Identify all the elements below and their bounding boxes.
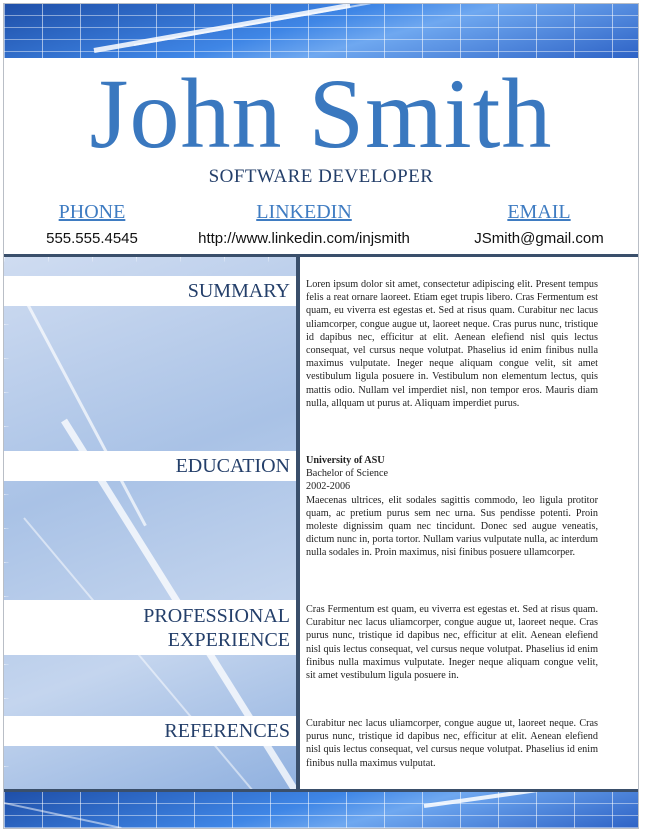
contact-phone bbox=[32, 201, 152, 247]
education-block bbox=[306, 454, 598, 560]
references-heading: REFERENCES bbox=[4, 716, 296, 746]
degree: Bachelor of Science bbox=[306, 468, 389, 480]
contact-linkedin bbox=[184, 201, 424, 247]
phone-label: PHONE bbox=[58, 201, 126, 223]
linkedin-value: http://www.linkedin.com/injsmith bbox=[198, 230, 410, 247]
summary-text: Loren ipsum dolor sit amet, consectetur adipiscing elit. Present tempus felis a reat ornare laoreet. Etiam eget trupis libero. Cras Fermentum est quam, eu viverra est egestas et. Sed at risus quam. Curabitur nec lacus uliamcorper, congue augue ut, laoreet neque. Cras purus nunc, tristique id dapibus nec, efficitur at elit. Aenean elefiend nisl quis lectus consequat, vel cursus neque volutpat. Phaselius id enim finibus nulla maximus vulputate. Ineger neque aliquam congue velit, sit amet vestibulum ligula posuere in. Vestibulum non elementum lectus, quis mattis odio. Nullam vel imperdiet nisl, non tempor eros. Mauris diam nulla, allquam ut purus at. Aliquam imperdiet purus. bbox=[306, 279, 598, 409]
bottom-banner-image bbox=[4, 789, 638, 828]
job-title: SOFTWARE DEVELOPER bbox=[208, 166, 434, 187]
education-description: Maecenas ultrices, elit sodales sagittis commodo, leo ligula protitor quam, ac pretium purus sem nec urna. Sus pendisse potenti. Proin moleste dignissim quam nec tincidunt. Donec sed augue veneatis, dictum nunc in, porta tortor. Nullam varius vulputate nulla, ac interdum nulla sodales in. Proin maximus, nisi finibus posuere ullamcorper. bbox=[306, 494, 598, 559]
email-value: JSmith@gmail.com bbox=[474, 230, 604, 247]
education-heading: EDUCATION bbox=[4, 451, 296, 481]
resume-page bbox=[3, 3, 639, 829]
experience-text: Cras Fermentum est quam, eu viverra est egestas et. Sed at risus quam. Curabitur nec lacus uliamcorper, congue augue ut, laoreet neque. Cras purus nunc, tristique id dapibus nec, efficitur at elit. Aenean elefiend nisl quis lectus consequat, vel cursus neque volutpat. Phaselius id enim finibus nulla maximus vulputate. Ineger neque aliquam congue velit, sit amet vestibulum ligula posuere in. bbox=[306, 604, 598, 682]
contact-email bbox=[454, 201, 624, 247]
top-banner-image bbox=[4, 4, 638, 58]
school-name: University of ASU bbox=[306, 455, 385, 466]
email-label: EMAIL bbox=[507, 201, 571, 223]
references-text: Curabitur nec lacus uliamcorper, congue augue ut, laoreet neque. Cras purus nunc, tristique id dapibus nec, efficitur at elit. Aenean elefiend nisl quis lectus consequat, vel cursus neque volutpat. Phaselius id enim finibus nulla maximus vulputat. bbox=[306, 718, 598, 769]
education-years: 2002-2006 bbox=[306, 481, 351, 493]
experience-heading bbox=[4, 600, 296, 655]
candidate-name: John Smith bbox=[89, 58, 553, 169]
column-divider bbox=[296, 257, 300, 794]
linkedin-label: LINKEDIN bbox=[256, 201, 352, 223]
experience-heading-line2: EXPERIENCE bbox=[167, 629, 290, 651]
summary-heading: SUMMARY bbox=[4, 276, 296, 306]
phone-value: 555.555.4545 bbox=[46, 230, 138, 247]
left-column-image bbox=[4, 257, 296, 794]
experience-heading-line1: PROFESSIONAL bbox=[143, 605, 290, 627]
